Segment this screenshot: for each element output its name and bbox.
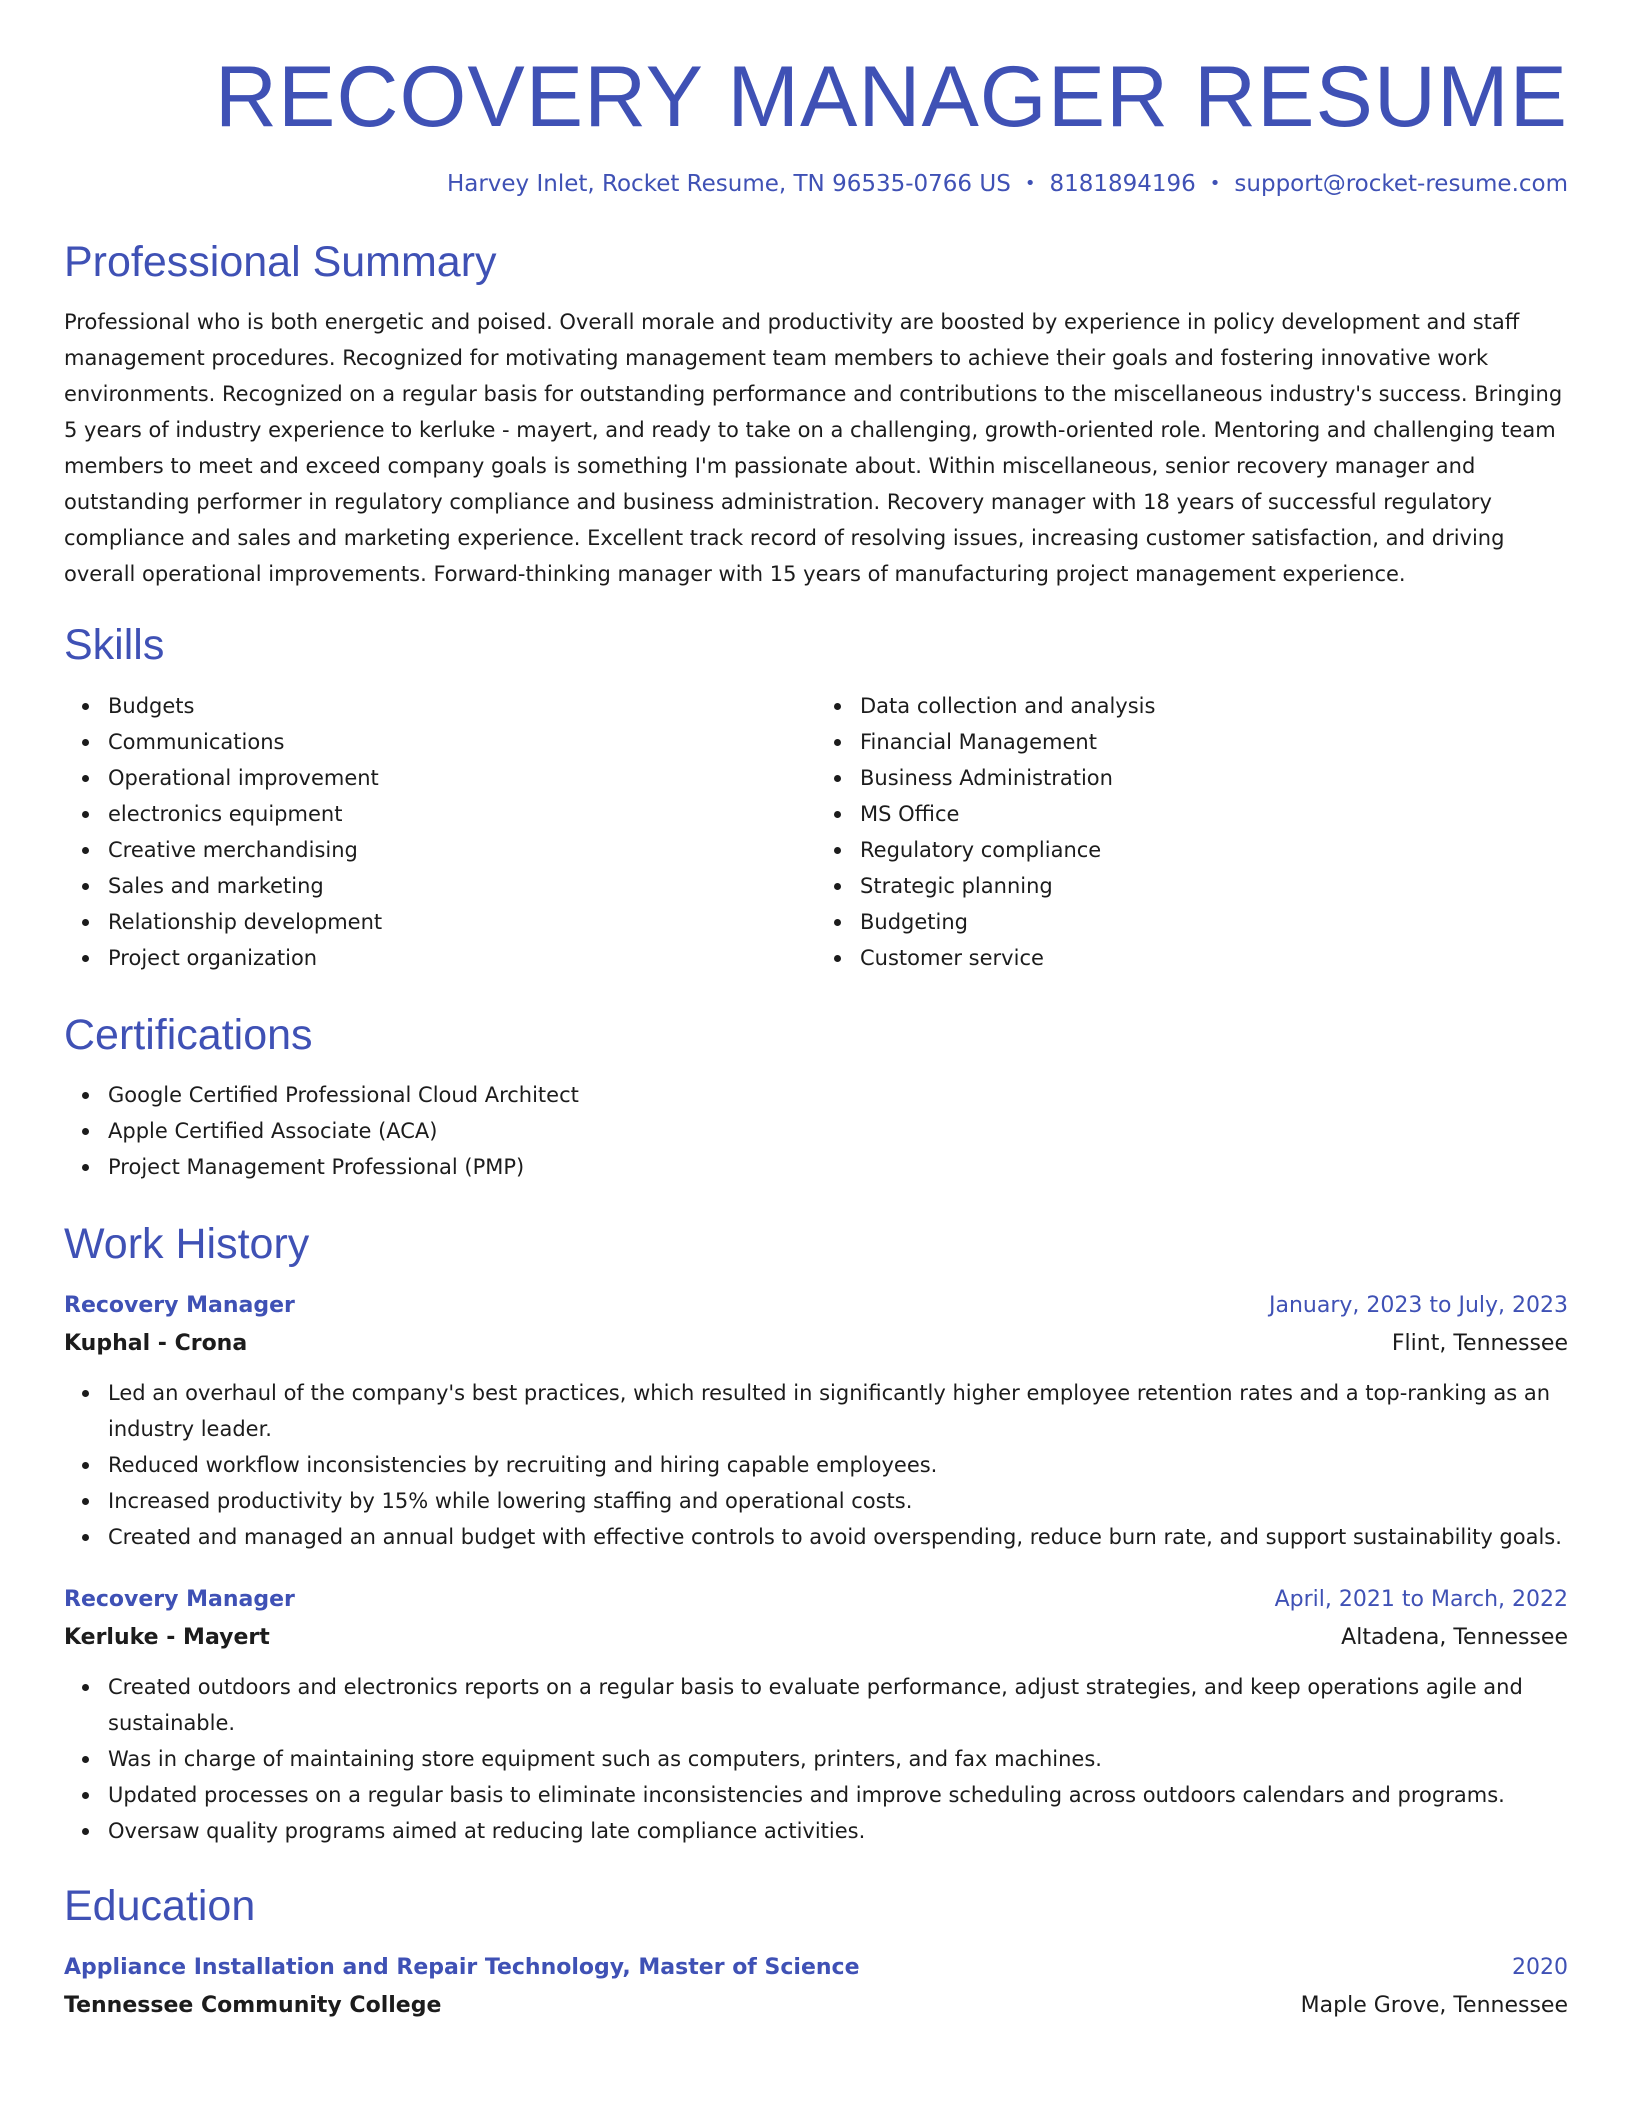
skill-item: Financial Management: [860, 724, 1568, 760]
summary-section: [64, 237, 1568, 593]
job-bullets: [64, 1375, 1568, 1555]
job-bullet: Oversaw quality programs aimed at reducing late compliance activities.: [108, 1813, 1568, 1849]
job-bullet: Updated processes on a regular basis to eliminate inconsistencies and improve scheduling across outdoors calendars and programs.: [108, 1777, 1568, 1813]
job-entry: [64, 1287, 1568, 1555]
certifications-list: [64, 1077, 1568, 1185]
skill-item: Communications: [108, 724, 816, 760]
job-location: Altadena, Tennessee: [1341, 1624, 1568, 1650]
education-section: [64, 1881, 1568, 2025]
resume-title: RECOVERY MANAGER RESUME: [214, 49, 1568, 145]
contact-phone: 8181894196: [1049, 170, 1196, 197]
job-bullet: Reduced workflow inconsistencies by recruiting and hiring capable employees.: [108, 1447, 1568, 1483]
job-location: Flint, Tennessee: [1391, 1330, 1568, 1356]
skill-item: Regulatory compliance: [860, 832, 1568, 868]
job-dates: April, 2021 to March, 2022: [1274, 1586, 1568, 1612]
education-school-row: [64, 1987, 1568, 2025]
contact-email[interactable]: support@rocket-resume.com: [1234, 170, 1568, 197]
job-bullet: Created outdoors and electronics reports on a regular basis to evaluate performance, adjust strategies, and keep operations agile and sustainable.: [108, 1669, 1568, 1741]
skills-section: [64, 620, 1568, 976]
skill-item: Customer service: [860, 940, 1568, 976]
certifications-heading: Certifications: [64, 1010, 313, 1059]
job-bullet: Created and managed an annual budget with effective controls to avoid overspending, reduce burn rate, and support sustainability goals.: [108, 1519, 1568, 1555]
skill-item: Project organization: [108, 940, 816, 976]
skill-item: electronics equipment: [108, 796, 816, 832]
skills-heading: Skills: [64, 621, 165, 670]
education-heading: Education: [64, 1881, 256, 1930]
certifications-section: [64, 1010, 1568, 1186]
summary-heading: Professional Summary: [64, 237, 497, 286]
job-bullet: Was in charge of maintaining store equipment such as computers, printers, and fax machines.: [108, 1741, 1568, 1777]
certification-item: Project Management Professional (PMP): [108, 1149, 1568, 1185]
skill-item: Sales and marketing: [108, 868, 816, 904]
skills-list-right: [816, 688, 1568, 976]
job-company: Kerluke - Mayert: [64, 1624, 270, 1650]
job-bullet: Increased productivity by 15% while lowering staffing and operational costs.: [108, 1483, 1568, 1519]
skill-item: Relationship development: [108, 904, 816, 940]
certification-item: Google Certified Professional Cloud Architect: [108, 1077, 1568, 1113]
job-title: Recovery Manager: [64, 1586, 295, 1612]
work-history-section: [64, 1219, 1568, 1849]
contact-separator: •: [1024, 172, 1036, 194]
skills-columns: [64, 688, 1568, 976]
job-company: Kuphal - Crona: [64, 1330, 248, 1356]
skill-item: MS Office: [860, 796, 1568, 832]
education-location: Maple Grove, Tennessee: [1300, 1992, 1568, 2018]
education-degree-row: [64, 1949, 1568, 1987]
job-title: Recovery Manager: [64, 1292, 295, 1318]
work-history-heading: Work History: [64, 1220, 310, 1269]
contact-line: [64, 171, 1568, 197]
education-school: Tennessee Community College: [64, 1992, 442, 2018]
job-company-row: [64, 1619, 1568, 1657]
skill-item: Budgets: [108, 688, 816, 724]
contact-address: Harvey Inlet, Rocket Resume, TN 96535-0766 US: [446, 170, 1011, 197]
job-title-row: [64, 1581, 1568, 1619]
skill-item: Budgeting: [860, 904, 1568, 940]
skill-item: Strategic planning: [860, 868, 1568, 904]
summary-text: Professional who is both energetic and poised. Overall morale and productivity are boosted by experience in policy development and staff management procedures. Recognized for motivating management team members to achieve their goals and fostering innovative work environments. Recognized on a regular basis for outstanding performance and contributions to the miscellaneous industry's success. Bringing 5 years of industry experience to kerluke - mayert, and ready to take on a challenging, growth-oriented role. Mentoring and challenging team members to meet and exceed company goals is something I'm passionate about. Within miscellaneous, senior recovery manager and outstanding performer in regulatory compliance and business administration. Recovery manager with 18 years of successful regulatory compliance and sales and marketing experience. Excellent track record of resolving issues, increasing customer satisfaction, and driving overall operational improvements. Forward-thinking manager with 15 years of manufacturing project management experience.: [64, 310, 1563, 587]
job-bullet: Led an overhaul of the company's best practices, which resulted in significantly higher employee retention rates and a top-ranking as an industry leader.: [108, 1375, 1568, 1447]
job-dates: January, 2023 to July, 2023: [1269, 1292, 1568, 1318]
skill-item: Data collection and analysis: [860, 688, 1568, 724]
job-bullets: [64, 1669, 1568, 1849]
skills-list-left: [64, 688, 816, 976]
skill-item: Operational improvement: [108, 760, 816, 796]
skill-item: Creative merchandising: [108, 832, 816, 868]
contact-separator: •: [1209, 172, 1221, 194]
job-entry: [64, 1581, 1568, 1849]
education-year: 2020: [1512, 1954, 1568, 1980]
education-degree: Appliance Installation and Repair Technology, Master of Science: [64, 1954, 860, 1980]
job-title-row: [64, 1287, 1568, 1325]
resume-header: [64, 50, 1568, 197]
job-company-row: [64, 1325, 1568, 1363]
certification-item: Apple Certified Associate (ACA): [108, 1113, 1568, 1149]
skill-item: Business Administration: [860, 760, 1568, 796]
